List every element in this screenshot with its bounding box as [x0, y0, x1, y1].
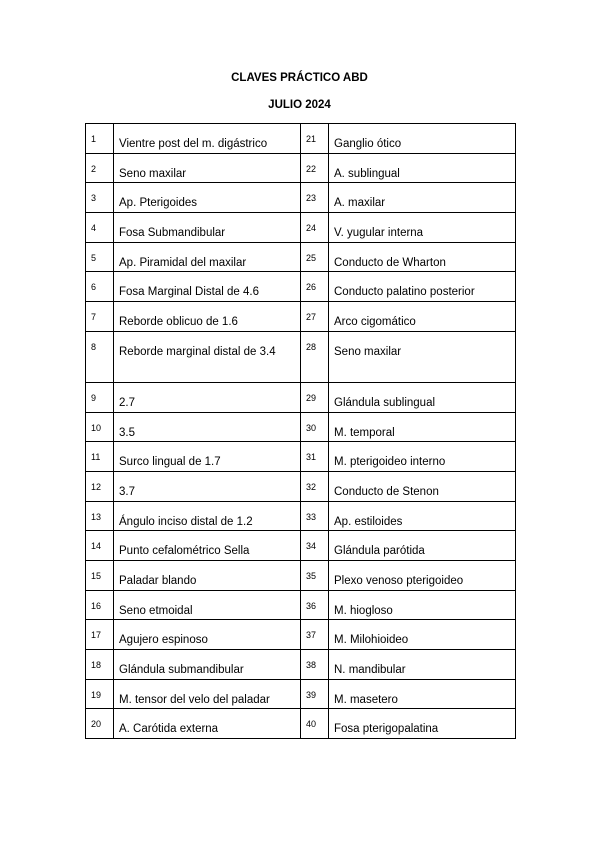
item-number-cell: 40 [301, 709, 329, 739]
answer-cell: Agujero espinoso [114, 620, 301, 650]
table-row [86, 382, 516, 412]
item-number-cell: 27 [301, 302, 329, 332]
answer-cell: N. mandibular [329, 650, 516, 680]
item-number-cell: 13 [86, 501, 114, 531]
table-row [86, 242, 516, 272]
table-row [86, 590, 516, 620]
answer-cell: A. Carótida externa [114, 709, 301, 739]
answer-cell: Seno etmoidal [114, 590, 301, 620]
answer-cell: Plexo venoso pterigoideo [329, 560, 516, 590]
answer-cell: Ap. Pterigoides [114, 183, 301, 213]
item-number-cell: 21 [301, 124, 329, 154]
item-number-cell: 3 [86, 183, 114, 213]
answer-cell: Ángulo inciso distal de 1.2 [114, 501, 301, 531]
item-number-cell: 37 [301, 620, 329, 650]
answer-cell: Fosa pterigopalatina [329, 709, 516, 739]
answer-cell: Reborde oblicuo de 1.6 [114, 302, 301, 332]
table-row [86, 213, 516, 243]
item-number-cell: 17 [86, 620, 114, 650]
table-row [86, 412, 516, 442]
document-subtitle: JULIO 2024 [268, 99, 331, 111]
table-row [86, 124, 516, 154]
answer-cell: Seno maxilar [329, 331, 516, 382]
answer-cell: Glándula submandibular [114, 650, 301, 680]
item-number-cell: 34 [301, 531, 329, 561]
answer-cell: Seno maxilar [114, 153, 301, 183]
item-number-cell: 20 [86, 709, 114, 739]
table-row [86, 183, 516, 213]
table-row [86, 471, 516, 501]
item-number-cell: 9 [86, 382, 114, 412]
table-row [86, 331, 516, 382]
answer-cell: Paladar blando [114, 560, 301, 590]
answer-cell: 3.7 [114, 471, 301, 501]
item-number-cell: 30 [301, 412, 329, 442]
table-row [86, 560, 516, 590]
answer-cell: Conducto de Stenon [329, 471, 516, 501]
answer-cell: Glándula sublingual [329, 382, 516, 412]
answer-cell: Punto cefalométrico Sella [114, 531, 301, 561]
answer-cell: V. yugular interna [329, 213, 516, 243]
table-row [86, 709, 516, 739]
item-number-cell: 39 [301, 679, 329, 709]
item-number-cell: 33 [301, 501, 329, 531]
item-number-cell: 25 [301, 242, 329, 272]
answer-cell: A. maxilar [329, 183, 516, 213]
item-number-cell: 5 [86, 242, 114, 272]
item-number-cell: 19 [86, 679, 114, 709]
answer-cell: M. Milohioideo [329, 620, 516, 650]
answer-cell: Arco cigomático [329, 302, 516, 332]
table-row [86, 679, 516, 709]
answer-cell: Glándula parótida [329, 531, 516, 561]
answer-cell: Vientre post del m. digástrico [114, 124, 301, 154]
table-row [86, 442, 516, 472]
item-number-cell: 16 [86, 590, 114, 620]
answer-cell: 3.5 [114, 412, 301, 442]
table-row [86, 620, 516, 650]
table-row [86, 272, 516, 302]
item-number-cell: 12 [86, 471, 114, 501]
item-number-cell: 36 [301, 590, 329, 620]
item-number-cell: 2 [86, 153, 114, 183]
document-title: CLAVES PRÁCTICO ABD [231, 72, 368, 84]
answer-cell: M. pterigoideo interno [329, 442, 516, 472]
answer-cell: M. hiogloso [329, 590, 516, 620]
item-number-cell: 7 [86, 302, 114, 332]
item-number-cell: 26 [301, 272, 329, 302]
answer-key-body [86, 124, 516, 739]
item-number-cell: 18 [86, 650, 114, 680]
answer-cell: M. temporal [329, 412, 516, 442]
item-number-cell: 23 [301, 183, 329, 213]
answer-cell: Conducto de Wharton [329, 242, 516, 272]
answer-cell: Ap. Piramidal del maxilar [114, 242, 301, 272]
item-number-cell: 22 [301, 153, 329, 183]
table-row [86, 302, 516, 332]
answer-cell: Reborde marginal distal de 3.4 [114, 331, 301, 382]
answer-cell: Ap. estiloides [329, 501, 516, 531]
item-number-cell: 1 [86, 124, 114, 154]
answer-key-table [85, 123, 516, 739]
item-number-cell: 11 [86, 442, 114, 472]
table-row [86, 650, 516, 680]
answer-cell: A. sublingual [329, 153, 516, 183]
table-row [86, 501, 516, 531]
item-number-cell: 38 [301, 650, 329, 680]
item-number-cell: 35 [301, 560, 329, 590]
item-number-cell: 31 [301, 442, 329, 472]
item-number-cell: 8 [86, 331, 114, 382]
answer-cell: Fosa Submandibular [114, 213, 301, 243]
answer-cell: Fosa Marginal Distal de 4.6 [114, 272, 301, 302]
item-number-cell: 15 [86, 560, 114, 590]
item-number-cell: 6 [86, 272, 114, 302]
table-row [86, 153, 516, 183]
answer-cell: M. tensor del velo del paladar [114, 679, 301, 709]
table-row [86, 531, 516, 561]
item-number-cell: 24 [301, 213, 329, 243]
item-number-cell: 29 [301, 382, 329, 412]
answer-cell: 2.7 [114, 382, 301, 412]
answer-cell: Conducto palatino posterior [329, 272, 516, 302]
answer-cell: Surco lingual de 1.7 [114, 442, 301, 472]
item-number-cell: 28 [301, 331, 329, 382]
item-number-cell: 14 [86, 531, 114, 561]
item-number-cell: 4 [86, 213, 114, 243]
answer-cell: M. masetero [329, 679, 516, 709]
answer-cell: Ganglio ótico [329, 124, 516, 154]
item-number-cell: 10 [86, 412, 114, 442]
item-number-cell: 32 [301, 471, 329, 501]
